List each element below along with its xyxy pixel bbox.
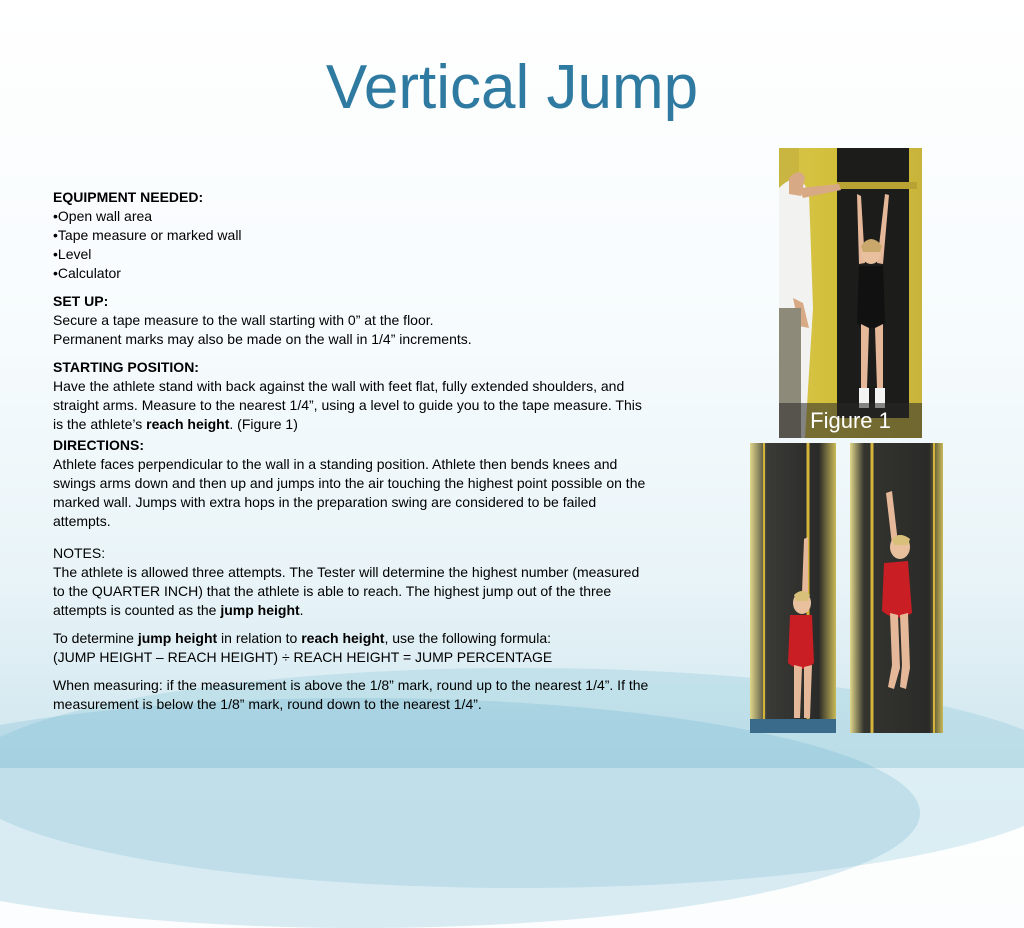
slide-title: Vertical Jump	[325, 53, 699, 122]
reach-height-term: reach height	[301, 630, 385, 646]
measuring-section	[53, 676, 653, 714]
equipment-section	[53, 188, 653, 283]
starting-position-heading: STARTING POSITION:	[53, 359, 199, 375]
jump-height-term: jump height	[220, 602, 300, 618]
starting-position-section	[53, 358, 653, 434]
notes-heading: NOTES:	[53, 545, 106, 561]
reach-height-term: reach height	[146, 416, 230, 432]
text-run: To determine	[53, 630, 138, 646]
reach-photo	[750, 443, 836, 733]
slide-body	[53, 188, 653, 723]
equipment-heading: EQUIPMENT NEEDED:	[53, 189, 204, 205]
equipment-item: •Calculator	[53, 265, 121, 281]
equipment-item: •Open wall area	[53, 208, 153, 224]
text-run: Have the athlete stand with back against the wall with feet flat, fully extended shoulders, and straight arms. Measure to the nearest 1/4”, using a level to guide you to the tape measure. This is the athlete’s	[53, 378, 642, 432]
jump-height-term: jump height	[137, 630, 218, 646]
formula-section	[53, 629, 653, 667]
equipment-item: •Tape measure or marked wall	[53, 227, 242, 243]
text-run: The athlete is allowed three attempts. The Tester will determine the highest number (measured to the QUARTER INCH) that the athlete is able to reach. The highest jump out of the three attempts is counted as the	[53, 564, 640, 618]
setup-line: Secure a tape measure to the wall starting with 0” at the floor.	[53, 312, 434, 328]
figure-1-photo	[779, 148, 922, 438]
athlete-reaching-illustration	[750, 443, 836, 733]
text-run: . (Figure 1)	[229, 416, 298, 432]
text-run: .	[299, 602, 304, 618]
directions-text: Athlete faces perpendicular to the wall in a standing position. Athlete then bends knees and swings arms down and then up and jumps into the air touching the highest point possible on the marked wall. Jumps with extra hops in the preparation swing are considered to be failed attempts.	[53, 456, 646, 529]
measuring-text: When measuring: if the measurement is above the 1/8” mark, round up to the nearest 1/4”. If the measurement is below the 1/8” mark, round down to the nearest 1/4”.	[53, 677, 649, 712]
starting-position-text	[53, 377, 653, 434]
formula-line: (JUMP HEIGHT – REACH HEIGHT) ÷ REACH HEIGHT = JUMP PERCENTAGE	[53, 649, 553, 665]
setup-section	[53, 292, 653, 349]
directions-section	[53, 436, 653, 531]
setup-heading: SET UP:	[53, 293, 109, 309]
setup-line: Permanent marks may also be made on the wall in 1/4” increments.	[53, 331, 472, 347]
equipment-item: •Level	[53, 246, 92, 262]
directions-heading: DIRECTIONS:	[53, 437, 144, 453]
formula-intro	[53, 629, 653, 648]
text-run: in relation to	[217, 630, 302, 646]
athlete-jumping-illustration	[850, 443, 943, 733]
figure-caption: Figure 1	[810, 408, 891, 433]
text-run: , use the following formula:	[384, 630, 551, 646]
jump-photo	[850, 443, 943, 733]
notes-section	[53, 544, 653, 620]
reach-height-illustration	[779, 148, 922, 438]
notes-text	[53, 563, 653, 620]
